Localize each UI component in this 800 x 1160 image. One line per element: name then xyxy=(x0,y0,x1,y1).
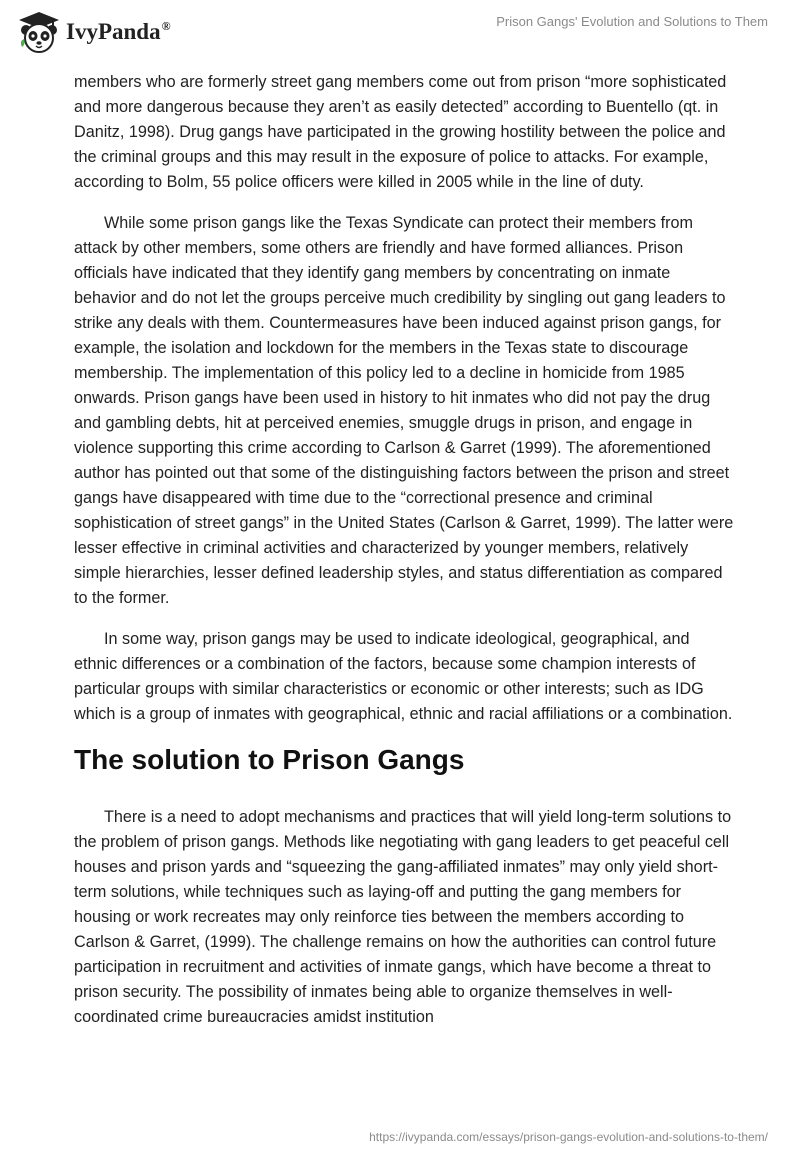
page-header xyxy=(0,0,800,64)
document-title: Prison Gangs' Evolution and Solutions to Them xyxy=(496,14,768,29)
paragraph: There is a need to adopt mechanisms and practices that will yield long-term solutions to the problem of prison gangs. Methods like negotiating with gang leaders to get peaceful cell houses and prison yards and “squeezing the gang-affiliated inmates” may only yield short-term solutions, while techniques such as laying-off and putting the gang members for housing or work recreates may only reinforce ties between the members according to Carlson & Garret, (1999). The challenge remains on how the authorities can control future participation in recruitment and activities of inmate gangs, which have become a threat to prison security. The possibility of inmates being able to organize themselves in well-coordinated crime bureaucracies amidst institution xyxy=(74,808,732,1026)
registered-mark: ® xyxy=(161,19,171,34)
paragraph: members who are formerly street gang members come out from prison “more sophisticated and more dangerous because they aren’t as easily detected” according to Buentello (qt. in Danitz, 1998). Drug gangs have participated in the growing hostility between the police and the criminal groups and this may result in the exposure of police to attacks. For example, according to Bolm, 55 police officers were killed in 2005 while in the line of duty. xyxy=(74,73,727,191)
ivypanda-logo[interactable] xyxy=(16,8,171,56)
logo-wordmark xyxy=(66,19,171,45)
essay-body xyxy=(74,70,734,1046)
section-heading: The solution to Prison Gangs xyxy=(74,744,465,775)
panda-graduate-icon xyxy=(16,9,62,55)
logo-name: IvyPanda xyxy=(66,19,161,44)
paragraph: In some way, prison gangs may be used to indicate ideological, geographical, and ethnic differences or a combination of the factors, because some champion interests of particular groups with similar characteristics or economic or other interests; such as IDG which is a group of inmates with geographical, ethnic and racial affiliations or a combination. xyxy=(74,630,733,723)
paragraph: While some prison gangs like the Texas Syndicate can protect their members from attack by other members, some others are friendly and have formed alliances. Prison officials have indicated that they identify gang members by concentrating on inmate behavior and do not let the groups perceive much credibility by singling out gang leaders to strike any deals with them. Countermeasures have been induced against prison gangs, for example, the isolation and lockdown for the members in the Texas state to discourage membership. The implementation of this policy led to a decline in homicide from 1985 onwards. Prison gangs have been used in history to hit inmates who did not pay the drug and gambling debts, hit at perceived enemies, smuggle drugs in prison, and engage in violence supporting this crime according to Carlson & Garret (1999). The aforementioned author has pointed out that some of the distinguishing factors between the prison and street gangs have disappeared with time due to the “correctional presence and criminal sophistication of street gangs” in the United States (Carlson & Garret, 1999). The latter were lesser effective in criminal activities and characterized by younger members, relatively simple hierarchies, lesser defined leadership styles, and status differentiation as compared to the former. xyxy=(74,214,734,607)
page-url[interactable]: https://ivypanda.com/essays/prison-gangs-evolution-and-solutions-to-them/ xyxy=(369,1130,768,1144)
